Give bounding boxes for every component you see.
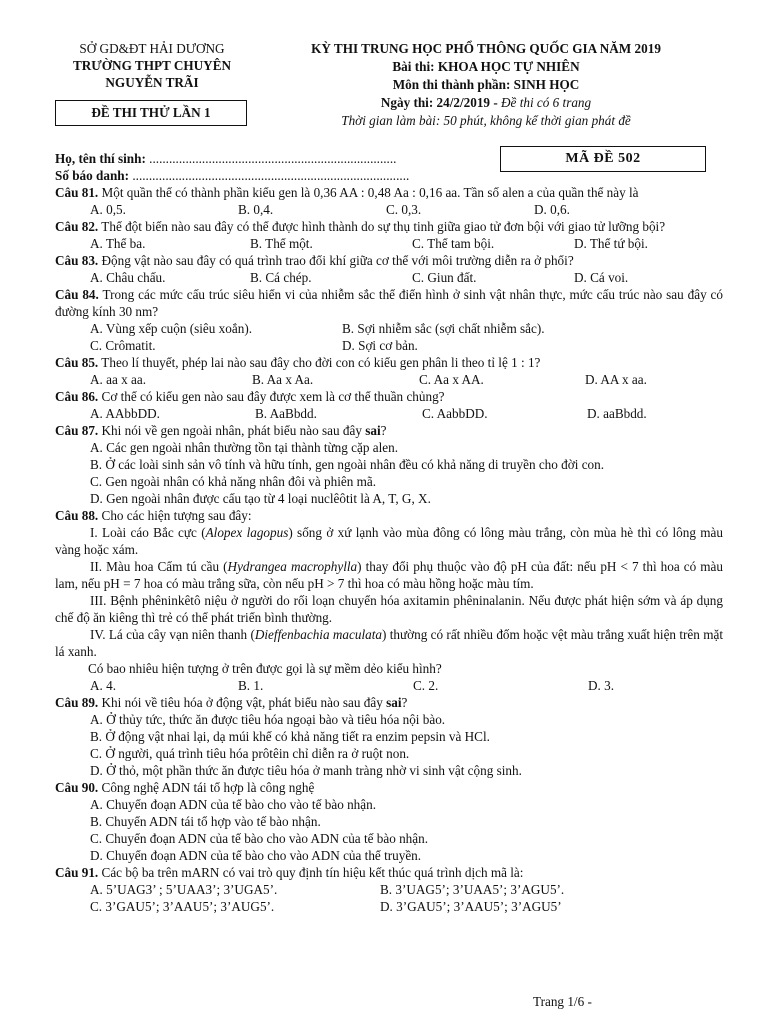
- option-b: B. Sợi nhiễm sắc (sợi chất nhiễm sắc).: [342, 321, 545, 336]
- question-text: Cơ thể có kiểu gen nào sau đây được xem là cơ thể thuần chủng?: [98, 389, 445, 404]
- question-stem: [55, 286, 723, 320]
- question-88: [55, 507, 723, 694]
- species-name: Hydrangea macrophylla: [227, 559, 358, 574]
- question-text: Một quần thể có thành phần kiểu gen là 0,36 AA : 0,48 Aa : 0,16 aa. Tần số alen a của quần thể này là: [98, 185, 639, 200]
- option-b: B. 3’UAG5’; 3’UAA5’; 3’AGU5’.: [380, 882, 565, 897]
- option-d: D. 3’GAU5’; 3’AAU5’; 3’AGU5’: [380, 899, 562, 914]
- option-a: A. Ở thủy tức, thức ăn được tiêu hóa ngoại bào và tiêu hóa nội bào.: [90, 712, 446, 727]
- question-number: Câu 84.: [55, 287, 99, 302]
- trial-label-box: ĐỀ THI THỬ LẦN 1: [55, 100, 247, 126]
- question-text: Trong các mức cấu trúc siêu hiển vi của nhiễm sắc thể điển hình ở sinh vật nhân thực, mức cấu trúc nào sau đây có đường kính 30 nm?: [55, 287, 724, 319]
- page-count-note: Đề thi có 6 trang: [501, 95, 592, 110]
- option-b: B. Thể một.: [250, 236, 313, 251]
- option-c: C. Ở người, quá trình tiêu hóa prôtêin chỉ diễn ra ở ruột non.: [90, 746, 410, 761]
- candidate-name-label: Họ, tên thí sinh:: [55, 151, 146, 166]
- question-number: Câu 85.: [55, 355, 99, 370]
- item-text: ) thay đổi phụ thuộc vào độ pH của đất: nếu pH < 7 thì hoa có màu lam, nếu pH = 7 hoa có màu trắng sữa, còn nếu pH > 7 thì hoa có màu hồng hoặc màu tím.: [55, 559, 723, 591]
- question-stem: [55, 388, 723, 405]
- option-d: D. Thể tứ bội.: [574, 236, 648, 251]
- option-d: D. Gen ngoài nhân được cấu tạo từ 4 loại nuclêôtit là A, T, G, X.: [90, 491, 431, 506]
- question-stem: [55, 507, 723, 524]
- answer-options: [55, 320, 723, 354]
- item-text: ) sống ở xứ lạnh vào mùa đông có lông màu trắng, còn mùa hè thì có lông màu vàng hoặc xám.: [55, 525, 723, 557]
- test-name: Bài thi: KHOA HỌC TỰ NHIÊN: [392, 59, 580, 74]
- option-d: D. Sợi cơ bản.: [342, 338, 418, 353]
- question-stem: [55, 422, 723, 439]
- option-c: C. Giun đất.: [412, 270, 477, 285]
- option-d: D. 0,6.: [534, 202, 570, 217]
- option-a: A. 0,5.: [90, 202, 126, 217]
- question-prompt: Có bao nhiêu hiện tượng ở trên được gọi là sự mềm dẻo kiểu hình?: [88, 661, 442, 676]
- question-text: Công nghệ ADN tái tổ hợp là công nghệ: [98, 780, 315, 795]
- question-number: Câu 90.: [55, 780, 99, 795]
- question-83: [55, 252, 723, 286]
- option-b: B. 0,4.: [238, 202, 274, 217]
- subject-name: Môn thi thành phần: SINH HỌC: [392, 77, 580, 92]
- question-91: [55, 864, 723, 915]
- question-text: Khi nói về tiêu hóa ở động vật, phát biểu nào sau đây: [98, 695, 387, 710]
- question-list: [55, 184, 723, 915]
- school-name-line1: TRƯỜNG THPT CHUYÊN: [72, 58, 232, 73]
- question-text: Động vật nào sau đây có quá trình trao đổi khí giữa cơ thể với môi trường diễn ra ở phổi?: [98, 253, 574, 268]
- exam-header: [258, 40, 714, 130]
- time-limit: Thời gian làm bài: 50 phút, không kể thời gian phát đề: [341, 113, 631, 128]
- question-stem: [55, 354, 723, 371]
- question-stem: [55, 779, 723, 796]
- answer-options: [55, 405, 723, 422]
- question-number: Câu 82.: [55, 219, 99, 234]
- option-b: B. Ở các loài sinh sản vô tính và hữu tính, gen ngoài nhân đều có khả năng di truyền cho đời con.: [90, 457, 605, 472]
- phenomenon-3: [55, 592, 723, 626]
- question-text-end: ?: [380, 423, 387, 438]
- option-a: A. 5’UAG3’ ; 5’UAA3’; 3’UGA5’.: [90, 882, 278, 897]
- question-87: [55, 422, 723, 507]
- item-text: I. Loài cáo Bắc cực (: [90, 525, 206, 540]
- candidate-id-line: [55, 167, 495, 184]
- question-number: Câu 83.: [55, 253, 99, 268]
- question-text: Cho các hiện tượng sau đây:: [98, 508, 252, 523]
- candidate-id-field: ....................................................................................: [129, 168, 410, 183]
- question-stem: [55, 218, 723, 235]
- option-d: D. aaBbdd.: [587, 406, 647, 421]
- answer-options: [55, 881, 723, 915]
- question-86: [55, 388, 723, 422]
- question-85: [55, 354, 723, 388]
- answer-options: [55, 711, 723, 779]
- page-number: Trang 1/6 -: [533, 994, 592, 1009]
- option-a: A. AAbbDD.: [90, 406, 160, 421]
- question-stem: [55, 694, 723, 711]
- answer-options: [55, 439, 723, 507]
- candidate-id-label: Số báo danh:: [55, 168, 130, 183]
- option-b: B. Ở động vật nhai lại, dạ múi khế có khả năng tiết ra enzim pepsin và HCl.: [90, 729, 490, 744]
- question-89: [55, 694, 723, 779]
- question-stem: [55, 184, 723, 201]
- option-d: D. Cá voi.: [574, 270, 629, 285]
- question-text-end: ?: [401, 695, 408, 710]
- option-b: B. AaBbdd.: [255, 406, 317, 421]
- answer-options: [55, 677, 723, 694]
- species-name: Alopex lagopus: [205, 525, 289, 540]
- emphasis-word: sai: [386, 695, 402, 710]
- question-84: [55, 286, 723, 354]
- question-number: Câu 87.: [55, 423, 99, 438]
- question-82: [55, 218, 723, 252]
- emphasis-word: sai: [365, 423, 381, 438]
- candidate-name-line: [55, 150, 495, 167]
- question-text: Các bộ ba trên mARN có vai trò quy định tín hiệu kết thúc quá trình dịch mã là:: [98, 865, 524, 880]
- question-number: Câu 91.: [55, 865, 99, 880]
- question-number: Câu 81.: [55, 185, 99, 200]
- item-text: III. Bệnh phêninkêtô niệu ở người do rối loạn chuyển hóa axitamin phêninalanin. Nếu được phát hiện sớm và áp dụng chế độ ăn kiêng thì trẻ có thể phát triển bình thường.: [55, 593, 723, 625]
- option-c: C. Chuyển đoạn ADN của tế bào cho vào ADN của tế bào nhận.: [90, 831, 429, 846]
- option-c: C. Thể tam bội.: [412, 236, 495, 251]
- question-81: [55, 184, 723, 218]
- option-c: C. Gen ngoài nhân có khả năng nhân đôi và phiên mã.: [90, 474, 377, 489]
- item-text: ) thường có rất nhiều đốm hoặc vệt màu trắng xuất hiện trên mặt lá xanh.: [55, 627, 723, 659]
- option-a: A. aa x aa.: [90, 372, 147, 387]
- option-c: C. AabbDD.: [422, 406, 488, 421]
- option-c: C. Aa x AA.: [419, 372, 484, 387]
- question-number: Câu 88.: [55, 508, 99, 523]
- item-text: II. Màu hoa Cẩm tú cầu (: [90, 559, 228, 574]
- item-text: IV. Lá của cây vạn niên thanh (: [90, 627, 255, 642]
- answer-options: [55, 371, 723, 388]
- option-c: C. 3’GAU5’; 3’AAU5’; 3’AUG5’.: [90, 899, 275, 914]
- species-name: Dieffenbachia maculata: [254, 627, 382, 642]
- exam-date-line: [258, 94, 714, 112]
- option-a: A. Thể ba.: [90, 236, 146, 251]
- option-b: B. Chuyển ADN tái tổ hợp vào tế bào nhận.: [90, 814, 321, 829]
- option-a: A. Vùng xếp cuộn (siêu xoắn).: [90, 321, 253, 336]
- option-a: A. Các gen ngoài nhân thường tồn tại thành từng cặp alen.: [90, 440, 399, 455]
- question-stem: [55, 864, 723, 881]
- question-text: Theo lí thuyết, phép lai nào sau đây cho đời con có kiểu gen phân li theo tỉ lệ 1 : 1?: [98, 355, 541, 370]
- question-number: Câu 89.: [55, 695, 99, 710]
- option-a: A. Châu chấu.: [90, 270, 166, 285]
- phenomenon-2: [55, 558, 723, 592]
- question-90: [55, 779, 723, 864]
- option-b: B. Aa x Aa.: [252, 372, 314, 387]
- option-a: A. 4.: [90, 678, 117, 693]
- exam-date: Ngày thi: 24/2/2019 -: [380, 95, 502, 110]
- option-c: C. Crômatit.: [90, 338, 156, 353]
- answer-options: [55, 269, 723, 286]
- question-number: Câu 86.: [55, 389, 99, 404]
- phenomenon-4: [55, 626, 723, 660]
- candidate-info: [55, 150, 495, 184]
- answer-options: [55, 201, 723, 218]
- option-c: C. 0,3.: [386, 202, 422, 217]
- exam-code-box: MÃ ĐỀ 502: [500, 146, 706, 172]
- question-text: Khi nói về gen ngoài nhân, phát biểu nào sau đây: [98, 423, 366, 438]
- option-b: B. Cá chép.: [250, 270, 312, 285]
- option-c: C. 2.: [413, 678, 439, 693]
- candidate-name-field: ...........................................................................: [145, 151, 397, 166]
- school-name-line2: NGUYỄN TRÃI: [105, 75, 199, 90]
- question-stem: [55, 252, 723, 269]
- department-name: SỞ GD&ĐT HẢI DƯƠNG: [79, 41, 225, 56]
- option-a: A. Chuyển đoạn ADN của tế bào cho vào tế bào nhận.: [90, 797, 377, 812]
- answer-options: [55, 796, 723, 864]
- question-text: Thể đột biến nào sau đây có thể được hình thành do sự thụ tinh giữa giao tử đơn bội với giao tử lưỡng bội?: [98, 219, 666, 234]
- exam-title: KỲ THI TRUNG HỌC PHỔ THÔNG QUỐC GIA NĂM 2019: [311, 41, 661, 56]
- option-d: D. 3.: [588, 678, 615, 693]
- option-b: B. 1.: [238, 678, 264, 693]
- option-d: D. Ở thỏ, một phần thức ăn được tiêu hóa ở manh tràng nhờ vi sinh vật cộng sinh.: [90, 763, 522, 778]
- option-d: D. Chuyển đoạn ADN của tế bào cho vào ADN của thể truyền.: [90, 848, 422, 863]
- phenomenon-1: [55, 524, 723, 558]
- school-header: [52, 40, 252, 91]
- option-d: D. AA x aa.: [585, 372, 647, 387]
- answer-options: [55, 235, 723, 252]
